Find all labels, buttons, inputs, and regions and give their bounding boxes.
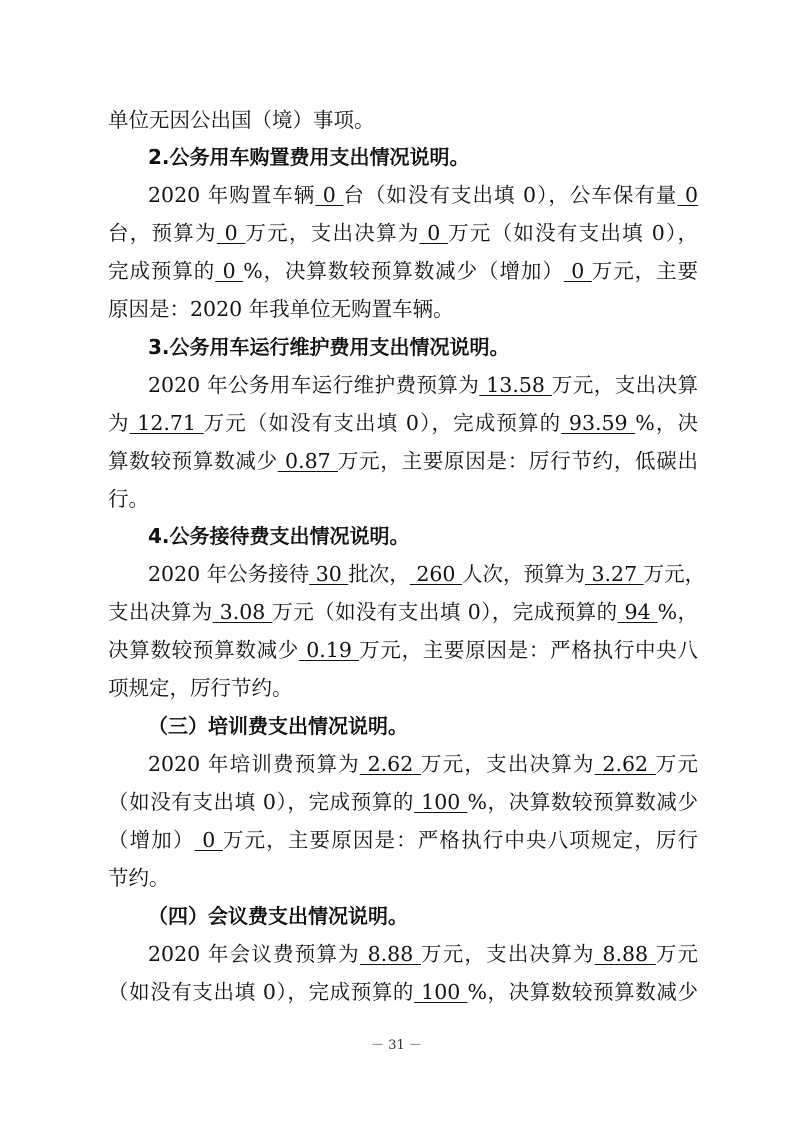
text-segment: 项规定，厉行节约。 bbox=[108, 676, 293, 700]
text-segment: 万元，主要原因是：严格执行中央八项规定，厉行 bbox=[222, 828, 699, 852]
paragraph-line bbox=[108, 480, 698, 518]
filled-value: 0 bbox=[315, 183, 344, 207]
paragraph-line bbox=[108, 290, 698, 328]
text-segment: 万元（如没有支出填 0）， bbox=[448, 221, 699, 245]
text-segment: %，决 bbox=[635, 411, 698, 435]
text-segment: 万元（如没有支出填 0），完成预算的 bbox=[272, 600, 618, 624]
paragraph-line bbox=[148, 366, 698, 404]
filled-value: 0 bbox=[194, 828, 223, 852]
text-segment: 万元， bbox=[643, 562, 706, 586]
text-segment: 台（如没有支出填 0），公车保有量 bbox=[343, 183, 678, 207]
filled-value: 0.19 bbox=[299, 638, 360, 662]
text-segment: 决算数较预算数减少 bbox=[108, 638, 300, 662]
text-segment: 万元，主要 bbox=[591, 259, 699, 283]
text-segment: 万元 bbox=[655, 752, 699, 776]
text-segment: 2020 年公务接待 bbox=[148, 562, 310, 586]
text-segment: 万元，支出决算为 bbox=[421, 752, 595, 776]
filled-value: 0 bbox=[677, 183, 699, 207]
text-segment: （如没有支出填 0），完成预算的 bbox=[108, 790, 415, 814]
filled-value: 8.88 bbox=[359, 942, 421, 966]
text-segment: 2020 年购置车辆 bbox=[148, 183, 316, 207]
section-heading-meeting bbox=[148, 897, 698, 935]
text-segment: 万元，主要原因是：厉行节约，低碳出 bbox=[337, 449, 698, 473]
text-segment: 节约。 bbox=[108, 866, 170, 890]
filled-value: 13.58 bbox=[479, 373, 552, 397]
filled-value: 2.62 bbox=[359, 752, 421, 776]
section-heading-vehicle-maintenance bbox=[148, 328, 698, 366]
paragraph-line bbox=[108, 442, 698, 480]
filled-value: 0 bbox=[215, 259, 244, 283]
paragraph-line bbox=[148, 935, 698, 973]
text-segment: 算数较预算数减少 bbox=[108, 449, 278, 473]
text-segment: 行。 bbox=[108, 487, 149, 511]
paragraph-line bbox=[108, 404, 698, 442]
paragraph-line bbox=[108, 214, 698, 252]
text-segment: 为 bbox=[108, 411, 130, 435]
filled-value: 260 bbox=[409, 562, 462, 586]
filled-value: 3.27 bbox=[584, 562, 644, 586]
paragraph-line bbox=[108, 631, 698, 669]
filled-value: 100 bbox=[414, 790, 468, 814]
filled-value: 0 bbox=[216, 221, 246, 245]
paragraph-line bbox=[148, 745, 698, 783]
filled-value: 0 bbox=[419, 221, 449, 245]
text-segment: 人次，预算为 bbox=[461, 562, 585, 586]
text-segment: %，决算数较预算数减少（增加） bbox=[243, 259, 564, 283]
filled-value: 0 bbox=[563, 259, 592, 283]
paragraph-line bbox=[108, 101, 698, 139]
filled-value: 12.71 bbox=[129, 411, 204, 435]
text-segment: 万元，主要原因是：严格执行中央八 bbox=[359, 638, 698, 662]
filled-value: 0.87 bbox=[277, 449, 338, 473]
text-segment: 万元，支出决算 bbox=[551, 373, 699, 397]
section-heading-training bbox=[148, 707, 698, 745]
text-segment: 万元，支出决算为 bbox=[421, 942, 595, 966]
text-segment: %，决算数较预算数减少 bbox=[467, 980, 698, 1004]
text-segment: 批次， bbox=[348, 562, 410, 586]
text-segment: 单位无因公出国（境）事项。 bbox=[108, 108, 375, 132]
page-number: － 31 － bbox=[371, 1038, 422, 1053]
text-segment: 万元（如没有支出填 0），完成预算的 bbox=[203, 411, 562, 435]
paragraph-line bbox=[148, 176, 698, 214]
text-segment: （如没有支出填 0），完成预算的 bbox=[108, 980, 415, 1004]
paragraph-line bbox=[108, 973, 698, 1011]
filled-value: 94 bbox=[617, 600, 658, 624]
text-segment: 4.公务接待费支出情况说明。 bbox=[148, 524, 410, 548]
paragraph-line bbox=[108, 821, 698, 859]
text-segment: 3.公务用车运行维护费用支出情况说明。 bbox=[148, 335, 510, 359]
section-heading-reception bbox=[148, 517, 698, 555]
section-heading-vehicle-purchase bbox=[148, 138, 698, 176]
text-segment: 支出决算为 bbox=[108, 600, 213, 624]
paragraph-line bbox=[108, 859, 698, 897]
text-segment: （四）会议费支出情况说明。 bbox=[148, 904, 408, 928]
paragraph-line bbox=[148, 555, 706, 593]
text-segment: %， bbox=[657, 600, 698, 624]
paragraph-line bbox=[108, 252, 698, 290]
filled-value: 93.59 bbox=[561, 411, 636, 435]
paragraph-line bbox=[108, 669, 698, 707]
filled-value: 8.88 bbox=[594, 942, 656, 966]
text-segment: （三）培训费支出情况说明。 bbox=[148, 714, 408, 738]
text-segment: 2.公务用车购置费用支出情况说明。 bbox=[148, 145, 470, 169]
text-segment: 2020 年公务用车运行维护费预算为 bbox=[148, 373, 480, 397]
text-segment: 原因是：2020 年我单位无购置车辆。 bbox=[108, 297, 454, 321]
text-segment: %，决算数较预算数减少 bbox=[467, 790, 698, 814]
text-segment: 2020 年培训费预算为 bbox=[148, 752, 360, 776]
text-segment: （增加） bbox=[108, 828, 195, 852]
text-segment: 万元 bbox=[655, 942, 699, 966]
text-segment: 2020 年会议费预算为 bbox=[148, 942, 360, 966]
filled-value: 2.62 bbox=[594, 752, 656, 776]
paragraph-line bbox=[108, 783, 698, 821]
filled-value: 30 bbox=[309, 562, 349, 586]
text-segment: 完成预算的 bbox=[108, 259, 216, 283]
text-segment: 万元，支出决算为 bbox=[245, 221, 420, 245]
filled-value: 100 bbox=[414, 980, 468, 1004]
text-segment: 台，预算为 bbox=[108, 221, 217, 245]
paragraph-line bbox=[108, 593, 698, 631]
filled-value: 3.08 bbox=[212, 600, 273, 624]
